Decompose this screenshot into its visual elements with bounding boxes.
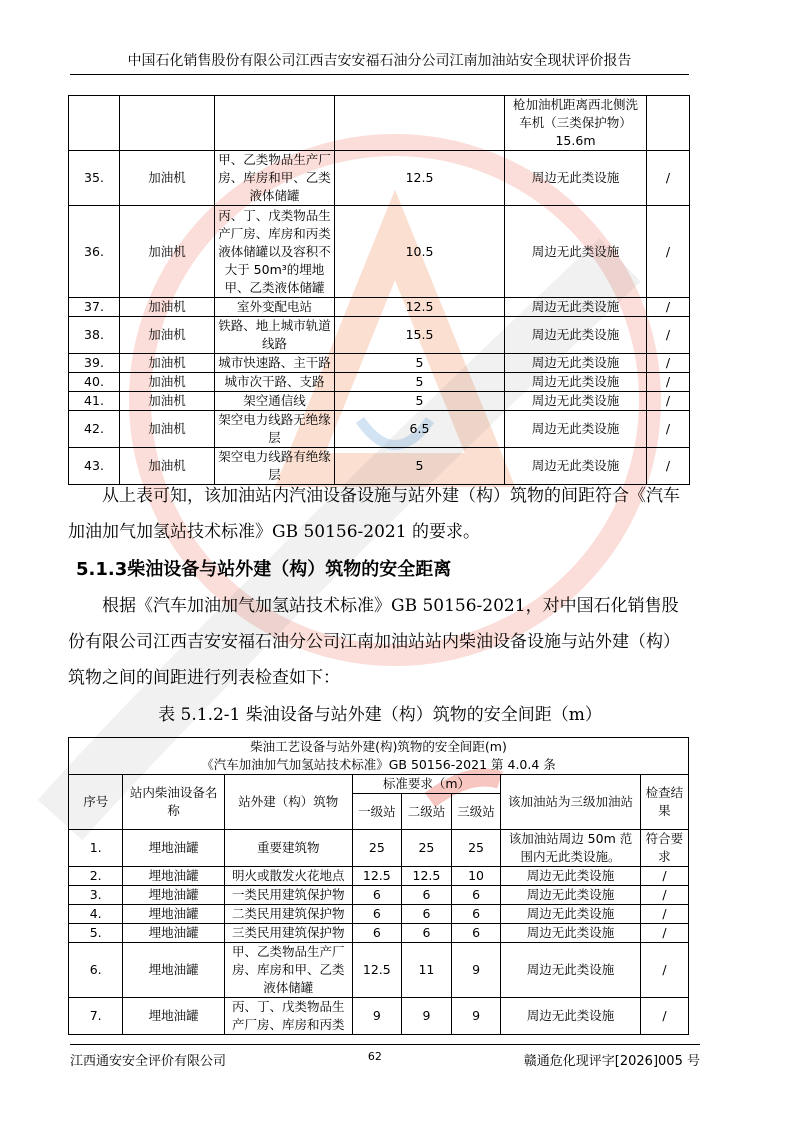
table-cell: /	[647, 206, 690, 298]
header-level-1: 一级站	[352, 794, 401, 830]
table-title	[69, 738, 689, 775]
table-cell: 11	[401, 943, 451, 998]
page-number: 62	[367, 1050, 382, 1063]
table-cell: /	[647, 354, 690, 373]
table-cell: /	[647, 373, 690, 392]
table-row	[69, 830, 689, 867]
table-cell: 6.5	[335, 411, 505, 448]
table-cell: 10	[452, 867, 501, 886]
table-cell: 6	[352, 924, 401, 943]
table-cell: 架空电力线路无绝缘层	[215, 411, 335, 448]
table-cell: 埋地油罐	[123, 867, 224, 886]
table-cell: 38.	[69, 317, 120, 354]
table-cell: 5.	[69, 924, 123, 943]
table-cell: 埋地油罐	[123, 886, 224, 905]
table-cell: 12.5	[352, 867, 401, 886]
table-cell	[120, 96, 215, 151]
header-building: 站外建（构）筑物	[224, 775, 352, 830]
table-row	[69, 886, 689, 905]
table-cell: 2.	[69, 867, 123, 886]
table-cell: 二类民用建筑保护物	[224, 905, 352, 924]
table-row	[69, 867, 689, 886]
table-cell: 10.5	[335, 206, 505, 298]
table-row	[69, 151, 690, 206]
table-row	[69, 317, 690, 354]
table-cell: 5	[335, 373, 505, 392]
table-row	[69, 354, 690, 373]
table-row	[69, 298, 690, 317]
table-cell	[69, 96, 120, 151]
table-cell: 该加油站周边 50m 范围内无此类设施。	[501, 830, 641, 867]
table-cell: 43.	[69, 448, 120, 485]
table-cell: 6	[452, 886, 501, 905]
table-cell: 12.5	[335, 298, 505, 317]
table-cell: 重要建筑物	[224, 830, 352, 867]
table-cell: 周边无此类设施	[501, 886, 641, 905]
table-cell: 9	[352, 998, 401, 1035]
table-cell: 6	[401, 886, 451, 905]
table-cell: 加油机	[120, 206, 215, 298]
table-cell: 加油机	[120, 411, 215, 448]
table-cell: 1.	[69, 830, 123, 867]
table-title-line2: 《汽车加油加气加氢站技术标准》GB 50156-2021 第 4.0.4 条	[201, 757, 556, 772]
table-cell: 25	[452, 830, 501, 867]
table-row	[69, 924, 689, 943]
table-cell: 周边无此类设施	[505, 411, 647, 448]
table-cell: 埋地油罐	[123, 924, 224, 943]
table-cell: /	[640, 998, 688, 1035]
table-cell: 周边无此类设施	[505, 317, 647, 354]
table-cell: 39.	[69, 354, 120, 373]
table-cell: 架空电力线路有绝缘层	[215, 448, 335, 485]
table-cell: 埋地油罐	[123, 830, 224, 867]
table-cell: 6	[352, 886, 401, 905]
table-cell: 25	[352, 830, 401, 867]
table-cell: 6	[401, 905, 451, 924]
header-equipment: 站内柴油设备名称	[123, 775, 224, 830]
table-cell	[335, 96, 505, 151]
table-cell: 7.	[69, 998, 123, 1035]
table-cell: /	[647, 317, 690, 354]
table-cell: 12.5	[401, 867, 451, 886]
table-cell: 35.	[69, 151, 120, 206]
table-cell: 城市次干路、支路	[215, 373, 335, 392]
table-cell: 甲、乙类物品生产厂房、库房和甲、乙类液体储罐	[224, 943, 352, 998]
header-no: 序号	[69, 775, 123, 830]
table-cell: 周边无此类设施	[501, 867, 641, 886]
table-cell: 埋地油罐	[123, 905, 224, 924]
table-cell: 三类民用建筑保护物	[224, 924, 352, 943]
table-cell: /	[647, 298, 690, 317]
table-cell: 周边无此类设施	[505, 151, 647, 206]
table-cell: 5	[335, 448, 505, 485]
table-cell: 室外变配电站	[215, 298, 335, 317]
table-cell: 周边无此类设施	[505, 448, 647, 485]
table-cell: 加油机	[120, 354, 215, 373]
table-cell: 埋地油罐	[123, 998, 224, 1035]
table-cell: 丙、丁、戊类物品生产厂房、库房和丙类	[224, 998, 352, 1035]
table-cell: 加油机	[120, 151, 215, 206]
table-cell: 25	[401, 830, 451, 867]
table-cell: 周边无此类设施	[505, 392, 647, 411]
table-cell: 9	[452, 943, 501, 998]
table-cell: 埋地油罐	[123, 943, 224, 998]
table-cell: 5	[335, 354, 505, 373]
table-cell: 周边无此类设施	[505, 206, 647, 298]
table-row	[69, 96, 690, 151]
table-cell: 丙、丁、戊类物品生产厂房、库房和丙类液体储罐以及容积不大于 50m³的埋地甲、乙类液体储罐	[215, 206, 335, 298]
header-level-3: 三级站	[452, 794, 501, 830]
table-cell: 加油机	[120, 373, 215, 392]
table-cell: 加油机	[120, 448, 215, 485]
table-cell: 周边无此类设施	[501, 943, 641, 998]
table-cell: /	[640, 886, 688, 905]
page-footer	[70, 1044, 700, 1069]
report-code: 赣通危化现评字[2026]005 号	[523, 1054, 700, 1069]
footer-company: 江西通安安全评价有限公司	[70, 1054, 227, 1069]
table-cell: 符合要求	[640, 830, 688, 867]
table-cell: 6.	[69, 943, 123, 998]
table-cell: /	[640, 905, 688, 924]
table-cell: 明火或散发火花地点	[224, 867, 352, 886]
table-caption: 表 5.1.2-1 柴油设备与站外建（构）筑物的安全间距（m）	[158, 705, 602, 725]
table-cell: 周边无此类设施	[501, 998, 641, 1035]
table-cell: /	[640, 867, 688, 886]
table-cell: 周边无此类设施	[505, 354, 647, 373]
table-cell: 4.	[69, 905, 123, 924]
header-result: 检查结果	[640, 775, 688, 830]
table-cell: 6	[452, 905, 501, 924]
table-cell: 加油机	[120, 298, 215, 317]
table-cell: /	[647, 411, 690, 448]
table-cell: 40.	[69, 373, 120, 392]
header-actual: 该加油站为三级加油站	[501, 775, 641, 830]
diesel-distance-table	[68, 737, 689, 1035]
table-cell: 6	[401, 924, 451, 943]
table-title-line1: 柴油工艺设备与站外建(构)筑物的安全间距(m)	[250, 739, 507, 754]
table-cell: 6	[452, 924, 501, 943]
table-row	[69, 998, 689, 1035]
table-cell: /	[640, 924, 688, 943]
table-cell: 3.	[69, 886, 123, 905]
table-cell: /	[647, 392, 690, 411]
table-cell: 周边无此类设施	[505, 373, 647, 392]
table-row	[69, 373, 690, 392]
table-cell: 周边无此类设施	[505, 298, 647, 317]
conclusion-paragraph: 从上表可知，该加油站内汽油设备设施与站外建（构）筑物的间距符合《汽车加油加气加氢站技术标准》GB 50156-2021 的要求。	[68, 486, 680, 542]
table-cell: 铁路、地上城市轨道线路	[215, 317, 335, 354]
table-cell: 6	[352, 905, 401, 924]
table-cell: 周边无此类设施	[501, 905, 641, 924]
page-header: 中国石化销售股份有限公司江西吉安安福石油分公司江南加油站安全现状评价报告	[70, 52, 689, 75]
table-cell: 12.5	[352, 943, 401, 998]
section-heading: 5.1.3柴油设备与站外建（构）筑物的安全距离	[76, 559, 452, 580]
gasoline-distance-table-continued	[68, 95, 690, 485]
table-cell: 5	[335, 392, 505, 411]
table-cell: 15.5	[335, 317, 505, 354]
table-cell: /	[647, 448, 690, 485]
table-cell: 加油机	[120, 317, 215, 354]
header-level-2: 二级站	[401, 794, 451, 830]
table-cell: 架空通信线	[215, 392, 335, 411]
table-row	[69, 943, 689, 998]
table-cell: 37.	[69, 298, 120, 317]
table-cell: 41.	[69, 392, 120, 411]
table-cell: 加油机	[120, 392, 215, 411]
table-cell: 36.	[69, 206, 120, 298]
table-cell: 42.	[69, 411, 120, 448]
header-standard: 标准要求（m）	[352, 775, 500, 794]
table-cell: 甲、乙类物品生产厂房、库房和甲、乙类液体储罐	[215, 151, 335, 206]
table-cell: /	[640, 943, 688, 998]
table-cell: 一类民用建筑保护物	[224, 886, 352, 905]
table-row	[69, 392, 690, 411]
table-row	[69, 411, 690, 448]
table-cell: 12.5	[335, 151, 505, 206]
table-cell: 周边无此类设施	[501, 924, 641, 943]
table-cell: /	[647, 151, 690, 206]
table-cell	[215, 96, 335, 151]
table-cell: 9	[452, 998, 501, 1035]
table-cell: 9	[401, 998, 451, 1035]
table-row	[69, 206, 690, 298]
table-cell	[647, 96, 690, 151]
intro-paragraph: 根据《汽车加油加气加氢站技术标准》GB 50156-2021，对中国石化销售股份有限公司江西吉安安福石油分公司江南加油站站内柴油设备设施与站外建（构）筑物之间的间距进行列表检查如下：	[68, 596, 680, 688]
table-cell: 枪加油机距离西北侧洗车机（三类保护物）15.6m	[505, 96, 647, 151]
table-cell: 城市快速路、主干路	[215, 354, 335, 373]
table-row	[69, 905, 689, 924]
